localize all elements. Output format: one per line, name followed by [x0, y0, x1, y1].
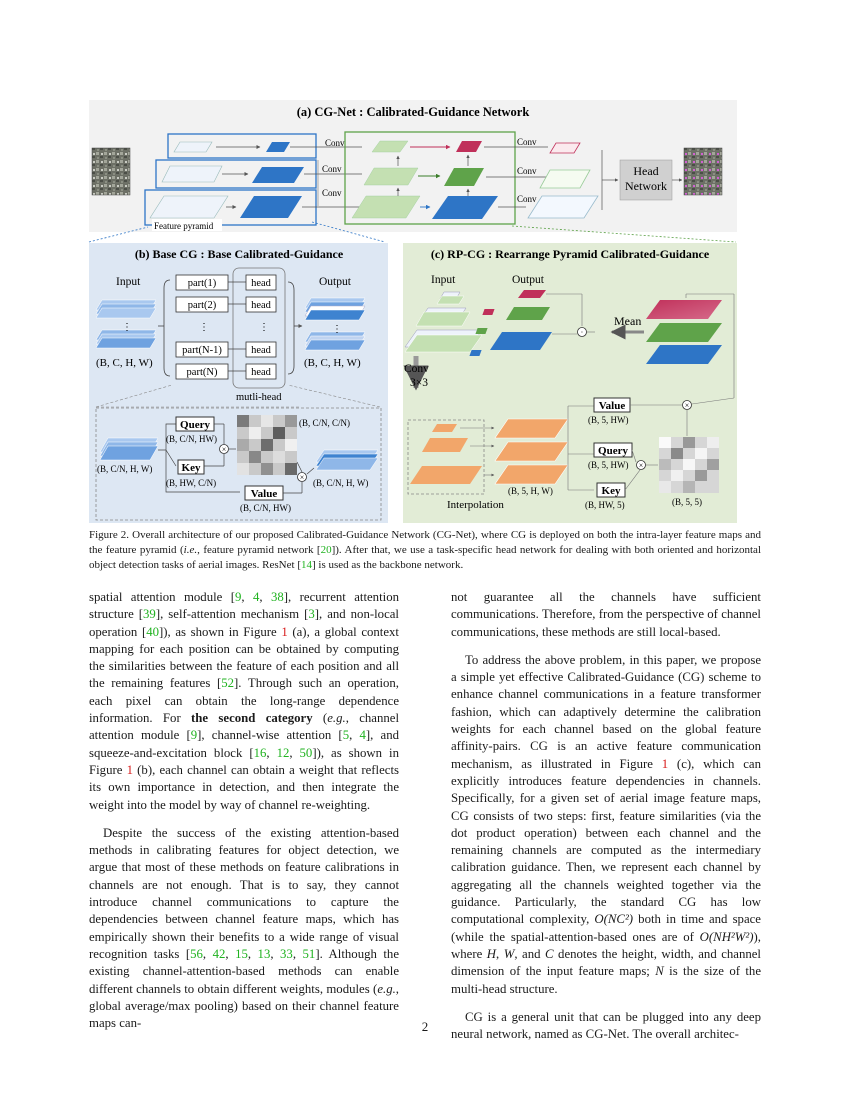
caption-text: ]). After that, we use a task-specific head network for dealing with both oriented and horizontal object detection tasks of aerial images. ResNet [	[89, 544, 761, 572]
vdots: ⋮	[259, 322, 269, 333]
paragraph	[89, 589, 399, 814]
input-shape: (B, C, H, W)	[96, 357, 153, 369]
value-shape-c: (B, 5, HW)	[588, 415, 629, 425]
body-text: ], channel-wise attention [	[197, 728, 343, 743]
caption-text: Figure 2. Overall architecture of our proposed Calibrated-Guidance Network (CG-Net), where CG is deployed on both the intra-layer feature maps and the feature pyramid (	[89, 529, 761, 557]
body-text: (	[312, 711, 328, 726]
body-text: (b), each channel can obtain a weight that reflects its own importance in detection, and then integrate the weight into the model by way of channel re-weighting.	[89, 762, 399, 812]
body-text: denotes the height, width, and channel dimension of the input feature maps;	[451, 946, 761, 979]
vdots: ⋮	[122, 322, 132, 333]
interpolation-shape: (B, 5, H, W)	[508, 486, 553, 496]
figure-link[interactable]: 1	[126, 762, 133, 777]
matmul-op: ×	[638, 461, 644, 470]
body-text: (a), a global context mapping for each position can be obtained by computing the similarities between the feature of each position and all the remaining features [	[89, 624, 399, 691]
body-text: ,	[496, 946, 504, 961]
conv-label: Conv	[322, 188, 342, 198]
body-text: ], recurrent attention structure [	[89, 590, 399, 622]
body-text: ]. Although the existing channel-attention-based methods can enable different channels to obtain different weights, modules (	[89, 946, 399, 996]
body-text: To address the above problem, in this paper, we propose a simple yet effective Calibrated-Guidance (CG) scheme to enhance channel communications in a feature transformer fashion, which can adaptively determine the calibration weights for each channel based on the global feature affinity-pairs. CG is an active feature communication mechanism, as illustrated in Figure	[451, 652, 761, 771]
math-expression: O(NH²W²)	[699, 929, 754, 944]
citation-link[interactable]: 52	[221, 676, 235, 691]
body-text: ], and non-local operation [	[89, 607, 399, 639]
part-label: part(2)	[187, 300, 217, 311]
multihead-label: mutli-head	[236, 392, 282, 403]
body-text: ,	[259, 590, 271, 604]
key-shape: (B, HW, C/N)	[166, 478, 217, 488]
matmul-op: ×	[299, 473, 305, 482]
output-shape: (B, C, H, W)	[304, 357, 361, 369]
citation-link[interactable]: 14	[300, 559, 312, 572]
output-label: Output	[319, 276, 351, 288]
citation-link[interactable]: 50	[299, 745, 313, 760]
part-label: part(1)	[187, 278, 217, 289]
citation-link[interactable]: 5	[342, 728, 350, 743]
citation-link[interactable]: 13	[257, 946, 271, 961]
vdots: ⋮	[332, 324, 342, 335]
attention-shape-c: (B, 5, 5)	[672, 497, 702, 507]
body-text: ,	[266, 745, 277, 760]
head-label: head	[251, 300, 271, 311]
rp-large-maps	[646, 300, 722, 364]
body-text: ,	[225, 946, 236, 961]
right-column	[451, 589, 761, 1043]
vdots: ⋮	[199, 322, 209, 333]
citation-link[interactable]: 4	[253, 590, 260, 604]
figure-link[interactable]: 1	[281, 624, 288, 639]
head-network-label: Network	[625, 179, 667, 193]
body-text: ,	[241, 590, 253, 604]
citation-link[interactable]: 38	[271, 590, 284, 604]
paragraph	[451, 652, 761, 998]
backbone-map-light	[162, 166, 222, 182]
conv-label: Conv	[517, 137, 537, 147]
head-input-stack	[100, 438, 158, 460]
value-label-c: Value	[598, 400, 626, 412]
body-text: ), where	[451, 929, 761, 961]
paragraph: not guarantee all the channels have sufficient communications. Therefore, from the perspective of channel communications, these methods are still local-based.	[451, 590, 761, 639]
key-label: Key	[181, 462, 201, 474]
attention-matrix-c	[659, 437, 719, 493]
attention-matrix-b	[237, 415, 297, 475]
conv-label: Conv	[322, 164, 342, 174]
citation-link[interactable]: 33	[280, 946, 293, 961]
body-text: ]), as shown in Figure	[159, 624, 282, 639]
body-text: ,	[289, 745, 300, 760]
query-shape: (B, C/N, HW)	[166, 434, 217, 444]
caption-text: i.e.	[183, 544, 198, 557]
value-label: Value	[250, 488, 278, 500]
body-text: ]), as shown in Figure	[89, 745, 399, 777]
head-label: head	[251, 278, 271, 289]
input-label-c: Input	[431, 274, 456, 286]
math-expression: O(NC²)	[594, 912, 634, 927]
math-expression: H	[486, 946, 496, 961]
panel-c-title: (c) RP-CG : Rearrange Pyramid Calibrated-Guidance	[430, 247, 710, 261]
body-text: ,	[270, 946, 281, 961]
head-output-shape: (B, C/N, H, W)	[313, 478, 369, 488]
head-network-label: Head	[633, 164, 659, 178]
citation-link[interactable]: 9	[190, 728, 198, 743]
citation-link[interactable]: 51	[302, 946, 316, 961]
bold-text: the second category	[191, 711, 313, 726]
attention-shape-b: (B, C/N, C/N)	[299, 418, 351, 428]
citation-link[interactable]: 16	[253, 745, 267, 760]
matmul-op: ×	[221, 445, 227, 454]
head-output-stack	[316, 450, 378, 470]
italic-text: e.g.	[377, 981, 396, 996]
conv-label: Conv	[517, 194, 537, 204]
citation-link[interactable]: 15	[235, 946, 248, 961]
body-text: ], self-attention mechanism [	[155, 607, 309, 622]
interpolation-label: Interpolation	[447, 499, 504, 511]
italic-text: e.g.	[327, 711, 346, 726]
output-detection-image	[684, 148, 722, 195]
mean-label: Mean	[614, 314, 642, 328]
body-text: Despite the success of the existing attention-based methods in calibrating features for object detection, we argue that most of these methods on feature calibrations in channels are not enough. That is to say, they cannot introduce channel communications to capture the dependencies between channel feature maps, which has empirically shown their benefits to a wide range of visual recognition tasks [	[89, 825, 399, 961]
body-text: ], and squeeze-and-excitation block [	[89, 728, 399, 760]
query-label-c: Query	[598, 445, 628, 457]
backbone-map-light	[174, 142, 212, 152]
input-label: Input	[116, 276, 141, 288]
output-label-c: Output	[512, 274, 544, 286]
caption-text: , feature pyramid network [	[197, 544, 321, 557]
head-input-shape: (B, C/N, H, W)	[97, 464, 153, 474]
query-shape-c: (B, 5, HW)	[588, 460, 629, 470]
citation-link[interactable]: 4	[359, 728, 366, 743]
rp-interpolated-maps	[495, 419, 568, 484]
body-text: , channel attention module [	[89, 711, 399, 743]
architecture-figure	[0, 0, 850, 525]
math-expression: W	[503, 946, 515, 961]
conv3x3-label: 3×3	[410, 377, 428, 389]
body-text: ]. Through such an operation, each pixel can obtain the long-range dependence information. For	[89, 676, 399, 726]
query-label: Query	[180, 419, 210, 431]
body-text: is the size of the multi-head structure.	[451, 964, 761, 996]
figure-caption	[89, 528, 761, 574]
citation-link[interactable]: 9	[235, 590, 242, 604]
paragraph	[89, 825, 399, 1033]
body-text: ,	[202, 946, 213, 961]
body-text: spatial attention module [	[89, 590, 235, 604]
citation-link[interactable]: 3	[308, 607, 315, 622]
citation-link[interactable]: 20	[320, 544, 332, 557]
body-text: , and	[514, 946, 546, 961]
part-label: part(N-1)	[182, 345, 222, 356]
head-label: head	[251, 367, 271, 378]
matmul-op: ×	[684, 401, 690, 410]
page-number: 2	[421, 1019, 429, 1034]
figure-link[interactable]: 1	[661, 756, 669, 771]
value-shape: (B, C/N, HW)	[240, 503, 291, 513]
body-text: ,	[292, 946, 303, 961]
math-expression: N	[655, 964, 664, 979]
body-text: both in time and space (while the spatial-attention-based ones are of	[451, 912, 761, 944]
head-label: head	[251, 345, 271, 356]
body-text: (c), which can explicitly introduces feature dependencies in channels. Specifically, for a given set of aerial image feature maps, CG consists of two steps: first, feature similarities (via the dot product operation) between each channel and the remaining channels are computed as the intermediary calibration guidance. Then, we represent each channel by aggregating all the channels weighted together via the guidance. Particularly, the standard CG has low computational complexity,	[451, 756, 761, 927]
paragraph: CG is a general unit that can be plugged into any deep neural network, named as CG-Net. The overall architec-	[451, 1009, 761, 1042]
body-text: ,	[349, 728, 360, 743]
citation-link[interactable]: 39	[143, 607, 156, 622]
math-expression: C	[545, 946, 554, 961]
body-text: ,	[247, 946, 258, 961]
panel-b-title: (b) Base CG : Base Calibrated-Guidance	[134, 247, 344, 261]
left-column	[89, 589, 399, 1032]
body-text: , global average/max pooling) based on their channel feature maps can-	[89, 981, 399, 1031]
conv-label: Conv	[517, 166, 537, 176]
feature-pyramid-label: Feature pyramid	[154, 221, 214, 231]
key-shape-c: (B, HW, 5)	[585, 500, 625, 510]
conv-label: Conv	[325, 138, 345, 148]
backbone-map-light	[150, 196, 228, 218]
input-aerial-image	[92, 148, 130, 195]
citation-link[interactable]: 56	[190, 946, 203, 961]
part-label: part(N)	[186, 367, 218, 378]
add-op: ·	[580, 328, 584, 337]
caption-text: ] is used as the backbone network.	[311, 559, 464, 572]
panel-a-title: (a) CG-Net : Calibrated-Guidance Network	[296, 105, 530, 119]
citation-link[interactable]: 40	[146, 624, 160, 639]
citation-link[interactable]: 12	[276, 745, 290, 760]
conv3x3-label: Conv	[404, 363, 429, 375]
citation-link[interactable]: 42	[212, 946, 226, 961]
key-label-c: Key	[601, 485, 621, 497]
